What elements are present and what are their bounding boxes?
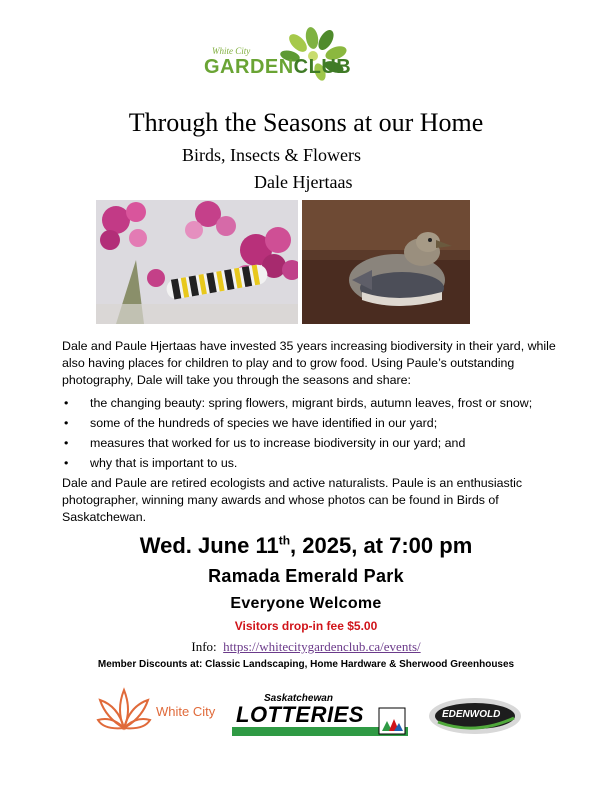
lotteries-main-text: LOTTERIES: [236, 702, 364, 727]
list-item: • why that is important to us.: [62, 453, 602, 473]
logo-small-text: White City: [212, 46, 251, 56]
duck-photo: [302, 200, 470, 324]
welcome-text: Everyone Welcome: [230, 595, 382, 612]
about-paragraph: Dale and Paule are retired ecologists and active naturalists. Paule is an enthusiastic photographer, winning many awards and whose photos can be found in Birds of Saskatchewan.: [62, 476, 523, 524]
intro-paragraph: Dale and Paule Hjertaas have invested 35 years increasing biodiversity in their yard, while also having places for children to play and to grow food. Using Paule’s outstanding photography, Dale will take you through the seasons and share:: [62, 339, 556, 387]
garden-club-logo: [200, 26, 360, 88]
edenwold-text: EDENWOLD: [442, 709, 501, 720]
info-line: [0, 639, 612, 655]
bullet-icon: •: [64, 396, 69, 410]
list-item: • the changing beauty: spring flowers, migrant birds, autumn leaves, frost or snow;: [62, 393, 602, 413]
white-city-logo: [96, 684, 226, 734]
list-item: • measures that worked for us to increase biodiversity in our yard; and: [62, 433, 602, 453]
page-title: Through the Seasons at our Home: [128, 108, 484, 137]
caterpillar-photo: [96, 200, 298, 324]
edenwold-logo: [428, 696, 522, 736]
logo-big-text: GARDENCLUB: [204, 56, 352, 78]
white-city-text: White City: [156, 704, 216, 719]
flower-icon: [96, 684, 152, 734]
speaker-name: Dale Hjertaas: [254, 172, 353, 192]
events-link[interactable]: https://whitecitygardenclub.ca/events/: [223, 639, 421, 654]
bullet-icon: •: [64, 416, 69, 430]
saskatchewan-lotteries-logo: [230, 693, 410, 741]
bullet-icon: •: [64, 436, 69, 450]
ticket-centre-icon: [378, 707, 406, 737]
member-discounts: Member Discounts at: Classic Landscaping, Home Hardware & Sherwood Greenhouses: [97, 659, 515, 670]
lotteries-top-text: Saskatchewan: [264, 693, 333, 704]
list-item: • some of the hundreds of species we have identified in our yard;: [62, 413, 602, 433]
event-venue: Ramada Emerald Park: [208, 566, 404, 586]
subtitle: Birds, Insects & Flowers: [182, 145, 361, 165]
bullet-icon: •: [64, 456, 69, 470]
event-date: Wed. June 11th, 2025, at 7:00 pm: [139, 533, 473, 558]
bullet-list: [62, 393, 602, 473]
visitor-fee: Visitors drop-in fee $5.00: [234, 619, 378, 633]
info-label: Info:: [191, 639, 217, 654]
